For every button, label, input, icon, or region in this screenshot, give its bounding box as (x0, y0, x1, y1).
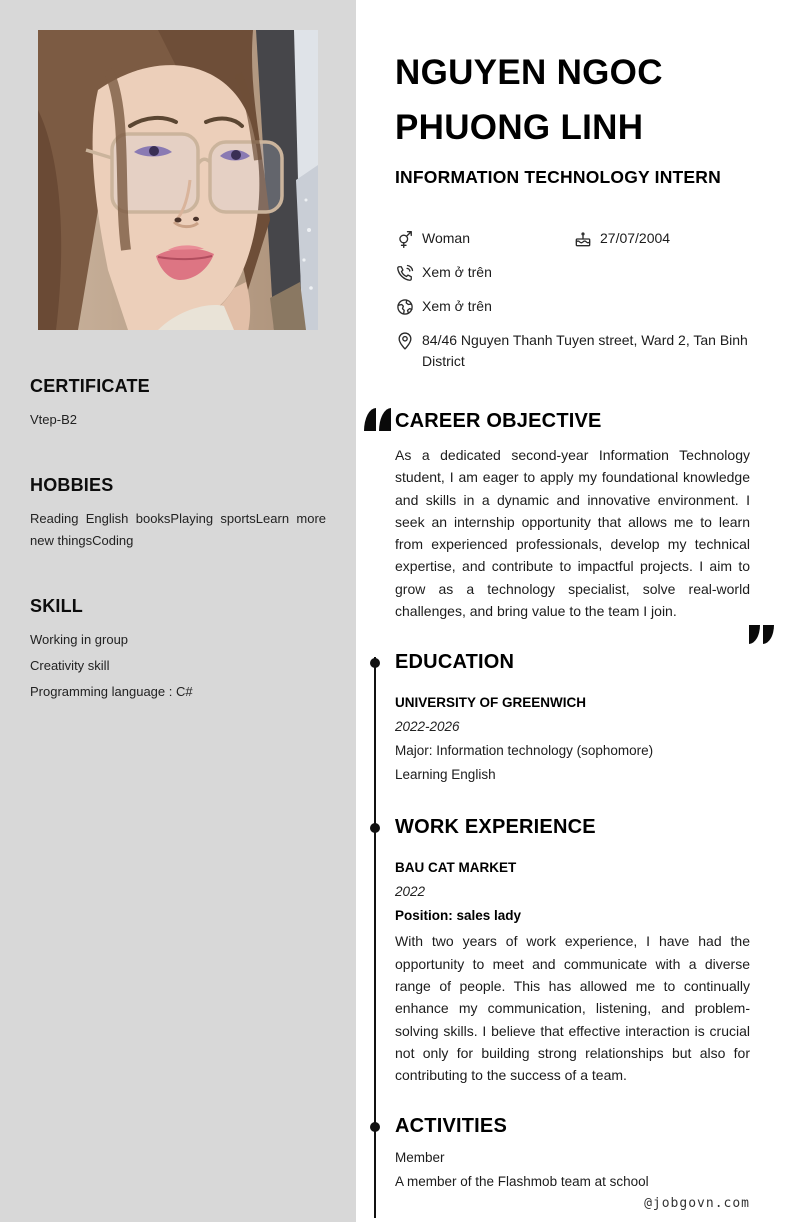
contact-gender-text: Woman (422, 230, 470, 246)
timeline-dot (370, 1122, 380, 1132)
experience-position: Position: sales lady (395, 908, 522, 924)
section-certificate (30, 376, 326, 431)
hobbies-title: HOBBIES (30, 475, 114, 495)
section-career-objective (395, 410, 750, 622)
opening-quote-icon (364, 408, 391, 431)
contact-address-text: 84/46 Nguyen Thanh Tuyen street, Ward 2, Tan Binh District (422, 332, 748, 369)
skill-item: Programming language : C# (30, 684, 193, 699)
section-work-experience (395, 816, 750, 1086)
contact-website (395, 296, 492, 317)
candidate-job-title: INFORMATION TECHNOLOGY INTERN (395, 167, 721, 187)
contact-website-text: Xem ở trên (422, 298, 492, 314)
contact-birthday-text: 27/07/2004 (600, 230, 671, 246)
section-hobbies (30, 475, 326, 552)
activities-title: ACTIVITIES (395, 1115, 508, 1138)
skill-item: Working in group (30, 632, 129, 647)
contact-phone (395, 262, 492, 283)
education-extra: Learning English (395, 767, 496, 783)
timeline (356, 651, 790, 1218)
activities-description: A member of the Flashmob team at school (395, 1174, 649, 1190)
portrait-illustration (38, 30, 318, 330)
certificate-item: Vtep-B2 (30, 412, 77, 427)
experience-period: 2022 (395, 884, 426, 900)
location-pin-icon (395, 331, 415, 351)
timeline-dot (370, 658, 380, 668)
profile-photo (38, 30, 318, 330)
section-activities (395, 1115, 750, 1194)
experience-company: BAU CAT MARKET (395, 860, 517, 876)
contact-gender (395, 228, 573, 249)
phone-icon (395, 263, 415, 283)
sidebar (0, 0, 356, 1222)
career-objective-title: CAREER OBJECTIVE (395, 410, 602, 432)
education-school: UNIVERSITY OF GREENWICH (395, 695, 587, 711)
candidate-name: NGUYEN NGOC PHUONG LINH (395, 53, 663, 147)
watermark-brand: @jobgovn.com (644, 1196, 750, 1211)
gender-icon (395, 229, 415, 249)
contact-info (395, 228, 750, 372)
main-column (356, 0, 790, 1222)
education-period: 2022-2026 (395, 719, 460, 735)
contact-address (395, 330, 750, 372)
hobbies-text: Reading English booksPlaying sportsLearn more new thingsCoding (30, 511, 326, 548)
education-title: EDUCATION (395, 651, 515, 674)
contact-phone-text: Xem ở trên (422, 264, 492, 280)
birthday-cake-icon (573, 229, 593, 249)
timeline-dot (370, 823, 380, 833)
education-major: Major: Information technology (sophomore) (395, 743, 654, 759)
activities-role: Member (395, 1150, 445, 1166)
work-experience-title: WORK EXPERIENCE (395, 816, 596, 839)
section-skill (30, 596, 326, 705)
skill-title: SKILL (30, 596, 83, 616)
section-education (395, 651, 750, 787)
globe-icon (395, 297, 415, 317)
career-objective-text: As a dedicated second-year Information Technology student, I am eager to apply my foundational knowledge and skills in a dynamic and innovative environment. I seek an internship opportunity that allows me to learn from experienced professionals, develop my technical expertise, and contribute to impactful projects. I aim to grow as a technology specialist, solve real-world challenges, and bring value to the team I join. (395, 447, 750, 620)
experience-description: With two years of work experience, I have had the opportunity to meet and communicate with a diverse range of people. This has allowed me to continually enhance my communication, listening, and problem-solving skills. I believe that effective interaction is crucial not only for building strong relationships but also for contributing to the success of a team. (395, 933, 750, 1084)
skill-item: Creativity skill (30, 658, 110, 673)
contact-birthday (573, 228, 670, 249)
closing-quote-icon (749, 625, 774, 644)
certificate-title: CERTIFICATE (30, 376, 150, 396)
